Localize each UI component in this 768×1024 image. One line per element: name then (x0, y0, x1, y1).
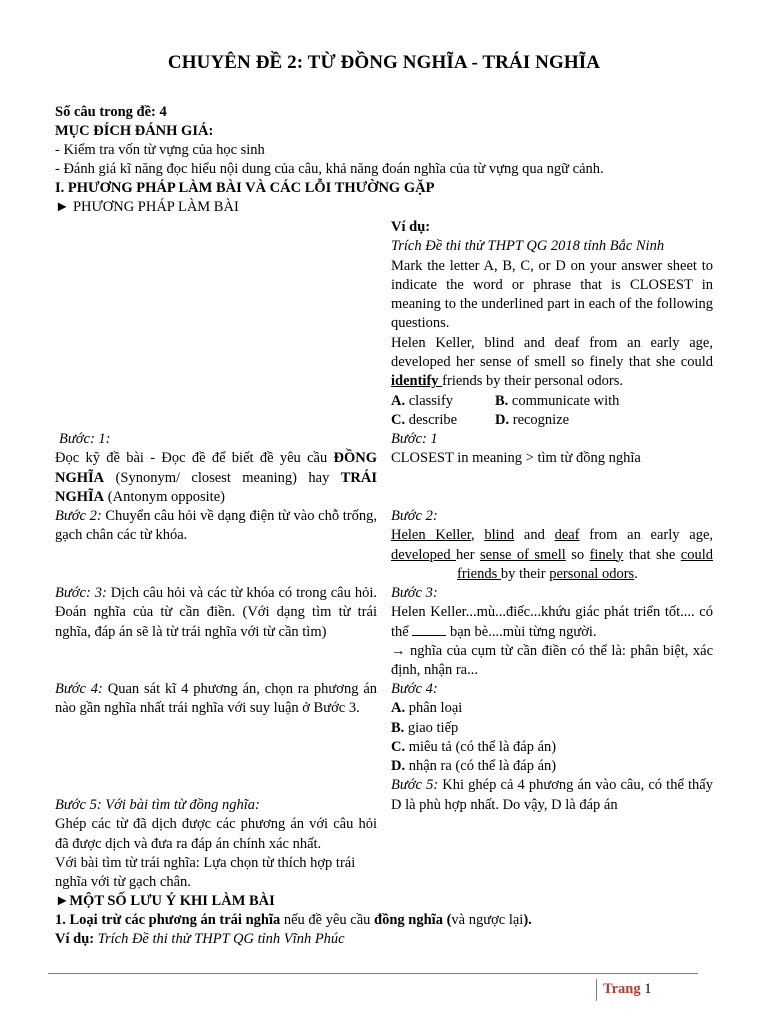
example-sentence-after: friends by their personal odors. (442, 373, 623, 390)
notes-item-1: 1. Loại trừ các phương án trái nghĩa nếu đề yêu cầu đồng nghĩa (và ngược lại). (55, 912, 532, 928)
step-3-translation: Helen Keller...mù...điếc...khứu giác phát triển tốt.... có thể bạn bè....mùi từng người. (391, 604, 713, 640)
example-option-c: C. describe (391, 411, 458, 428)
example-sentence-before: Helen Keller, blind and deaf from an early age, developed her sense of smell so finely that she could (391, 334, 713, 371)
step-1-right-text: CLOSEST in meaning > tìm từ đồng nghĩa (391, 450, 641, 467)
step-3-text: Bước: 3: Dịch câu hỏi và các từ khóa có trong câu hỏi. Đoán nghĩa của từ cần điền. (Với dạng tìm từ trái nghĩa, đáp án sẽ là từ trái nghĩa với từ cần tìm) (55, 585, 377, 640)
purpose-item-1: - Kiểm tra vốn từ vựng của học sinh (55, 142, 265, 158)
example-options-row-1 (391, 392, 713, 411)
notes-heading: ►MỘT SỐ LƯU Ý KHI LÀM BÀI (55, 893, 275, 909)
section-heading-1: I. PHƯƠNG PHÁP LÀM BÀI VÀ CÁC LỖI THƯỜNG GẶP (55, 180, 435, 196)
page-number (596, 979, 651, 1001)
step-1-text: Đọc kỹ đề bài - Đọc đề để biết đề yêu cầu ĐỒNG NGHĨA (Synonym/ closest meaning) hay TRÁI NGHĨA (Antonym opposite) (55, 450, 377, 505)
step-4-option-c: C. miêu tả (có thể là đáp án) (391, 738, 557, 755)
purpose-item-2: - Đánh giá kĩ năng đọc hiểu nội dung của câu, khả năng đoán nghĩa của từ vựng qua ngữ cảnh. (55, 161, 604, 177)
step-1-label: Bước: 1: (59, 431, 111, 447)
answer-blank (412, 623, 446, 636)
example-sentence (391, 334, 713, 392)
step-5-right-text: Bước 5: Khi ghép cả 4 phương án vào câu, có thể thấy D là phù hợp nhất. Do vậy, D là đáp án (391, 777, 713, 813)
step-3-right (391, 584, 713, 680)
example-option-a: A. classify (391, 392, 454, 409)
step-3-right-label: Bước 3: (391, 585, 438, 601)
example-option-b: B. communicate with (495, 392, 620, 409)
step-4-right (391, 680, 713, 815)
step-4-label: Bước 4: (55, 681, 103, 697)
example-option-d: D. recognize (495, 411, 570, 428)
purpose-heading: MỤC ĐÍCH ĐÁNH GIÁ: (55, 123, 214, 139)
step-2-right-label: Bước 2: (391, 508, 438, 524)
example-source: Trích Đề thi thử THPT QG 2018 tỉnh Bắc Ninh (391, 238, 665, 255)
step-3-inference: → nghĩa của cụm từ cần điền có thể là: phân biệt, xác định, nhận ra... (391, 642, 713, 679)
step-1-right-label: Bước: 1 (391, 431, 438, 447)
example-instruction: Mark the letter A, B, C, or D on your answer sheet to indicate the word or phrase that is CLOSEST in meaning to the underlined part in each of the following questions. (391, 257, 713, 332)
example-target-word: identify (391, 373, 443, 390)
example-block (391, 218, 713, 430)
page-value: 1 (640, 981, 652, 997)
example-label: Ví dụ: (391, 219, 431, 235)
step-1-left (55, 430, 377, 507)
step-5-left (55, 796, 377, 892)
question-count: Số câu trong đề: 4 (55, 104, 167, 120)
step-4-option-a: A. phân loại (391, 700, 463, 717)
page-label: Trang (603, 981, 641, 997)
step-5-label: Bước 5: Với bài tìm từ đồng nghĩa: (55, 797, 260, 813)
step-5-text-2: Với bài tìm từ trái nghĩa: Lựa chọn từ thích hợp trái nghĩa với từ gạch chân. (55, 854, 356, 891)
page-title: CHUYÊN ĐỀ 2: TỪ ĐỒNG NGHĨA - TRÁI NGHĨA (167, 52, 601, 73)
step-2-left (55, 507, 377, 546)
step-1-right (391, 430, 713, 469)
footer-divider (48, 973, 698, 974)
notes-example: Ví dụ: Trích Đề thi thử THPT QG tỉnh Vĩnh Phúc (55, 931, 345, 947)
step-3-left (55, 584, 377, 642)
step-2-keyword-sentence: Helen Keller, blind and deaf from an early age, developed her sense of smell so finely that she couldfriends by their personal odors. (391, 527, 714, 582)
step-2-label: Bước 2: (55, 508, 102, 524)
subsection-heading-method: ► PHƯƠNG PHÁP LÀM BÀI (55, 199, 239, 215)
step-4-option-b: B. giao tiếp (391, 719, 459, 736)
step-5-right-label: Bước 5: (391, 777, 439, 794)
step-4-right-label: Bước 4: (391, 681, 438, 697)
step-2-text: Bước 2: Chuyển câu hỏi về dạng điện từ vào chỗ trống, gạch chân các từ khóa. (55, 508, 377, 544)
step-4-left (55, 680, 377, 719)
step-4-option-d: D. nhận ra (có thể là đáp án) (391, 758, 557, 775)
step-4-text: Bước 4: Quan sát kĩ 4 phương án, chọn ra phương án nào gần nghĩa nhất trái nghĩa với suy luận ở Bước 3. (55, 681, 377, 717)
step-3-label: Bước: 3: (55, 585, 107, 601)
step-5-text-1: Ghép các từ đã dịch được các phương án với câu hỏi đã được dịch và đưa ra đáp án chính xác nhất. (55, 816, 377, 852)
example-options-row-2 (391, 411, 713, 430)
step-2-right (391, 507, 713, 584)
